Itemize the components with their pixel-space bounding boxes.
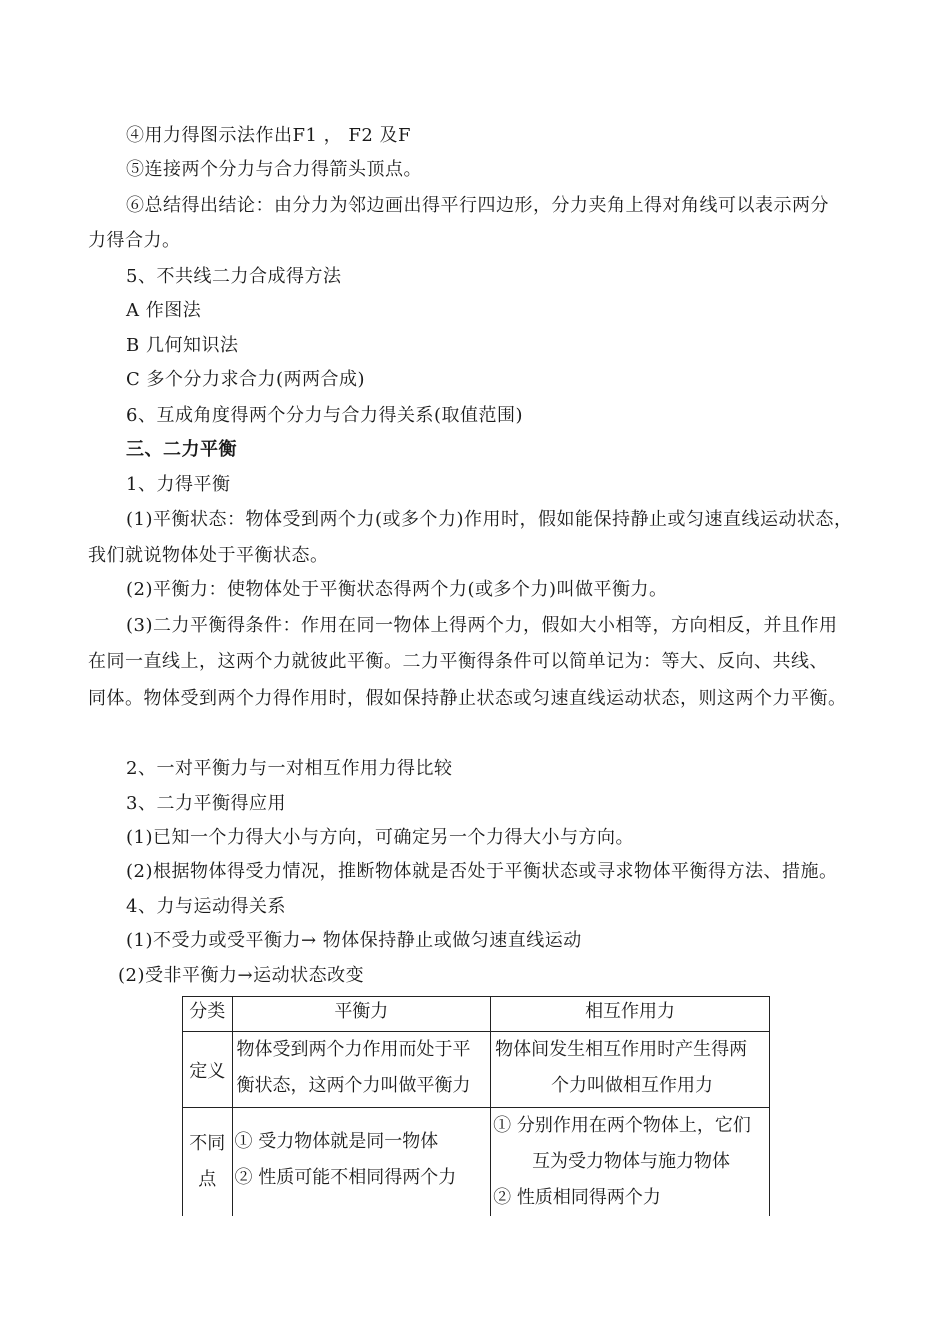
list-item: B 几何知识法	[126, 335, 239, 356]
table-row-definition	[183, 1032, 770, 1108]
text-line: (2)受非平衡力→运动状态改变	[118, 965, 365, 986]
section-heading: 1、力得平衡	[126, 474, 231, 495]
table-header-row	[183, 997, 770, 1032]
text-line: 在同一直线上，这两个力就彼此平衡。二力平衡得条件可以简单记为：等大、反向、共线、	[88, 651, 828, 672]
text-line: (1)平衡状态：物体受到两个力(或多个力)作用时，假如能保持静止或匀速直线运动状态，	[126, 509, 853, 530]
cell-text: ① 分别作用在两个物体上，它们	[493, 1115, 751, 1136]
cell-text: 物体间发生相互作用时产生得两	[495, 1039, 748, 1060]
cell-text: 个力叫做相互作用力	[551, 1075, 714, 1096]
cell-definition-interaction	[491, 1032, 770, 1108]
cell-differences-interaction	[491, 1108, 770, 1217]
text-line: 我们就说物体处于平衡状态。	[88, 545, 329, 566]
cell-differences-balanced	[232, 1108, 491, 1217]
header-interaction-force: 相互作用力	[491, 997, 770, 1032]
section-heading: 3、二力平衡得应用	[126, 793, 286, 814]
text-line: ④用力得图示法作出F1 ， F2 及F	[126, 125, 412, 146]
cell-text: 衡状态，这两个力叫做平衡力	[236, 1075, 471, 1096]
text-line: (2)根据物体得受力情况，推断物体就是否处于平衡状态或寻求物体平衡得方法、措施。	[126, 861, 838, 882]
section-heading: 6、互成角度得两个分力与合力得关系(取值范围)	[126, 405, 523, 426]
cell-text: ② 性质相同得两个力	[493, 1187, 661, 1208]
section-heading: 4、力与运动得关系	[126, 896, 286, 917]
cell-text: 物体受到两个力作用而处于平	[236, 1039, 471, 1060]
comparison-table	[182, 996, 770, 1216]
chapter-heading: 三、二力平衡	[126, 439, 237, 460]
header-category: 分类	[183, 997, 233, 1032]
section-heading: 5、不共线二力合成得方法	[126, 266, 342, 287]
row-label-text: 定义	[189, 1060, 226, 1082]
list-item: C 多个分力求合力(两两合成)	[126, 369, 366, 390]
list-item: A 作图法	[126, 300, 202, 321]
row-label-text: 不同	[189, 1133, 226, 1154]
cell-definition-balanced	[232, 1032, 491, 1108]
row-label-definition	[183, 1032, 233, 1108]
text-line: (1)已知一个力得大小与方向，可确定另一个力得大小与方向。	[126, 827, 634, 848]
row-label-differences	[183, 1108, 233, 1217]
cell-text: ② 性质可能不相同得两个力	[234, 1167, 457, 1188]
row-label-text: 点	[198, 1169, 217, 1190]
cell-text: 互为受力物体与施力物体	[532, 1151, 731, 1172]
text-line: ⑤连接两个分力与合力得箭头顶点。	[126, 159, 422, 180]
text-line: 同体。物体受到两个力得作用时，假如保持静止状态或匀速直线运动状态，则这两个力平衡。	[88, 688, 847, 709]
text-line: 力得合力。	[88, 230, 181, 251]
text-line: (3)二力平衡得条件：作用在同一物体上得两个力，假如大小相等，方向相反，并且作用	[126, 615, 838, 636]
text-line: (2)平衡力：使物体处于平衡状态得两个力(或多个力)叫做平衡力。	[126, 579, 668, 600]
text-line: (1)不受力或受平衡力→ 物体保持静止或做匀速直线运动	[126, 930, 582, 951]
table-row-differences	[183, 1108, 770, 1217]
cell-text: ① 受力物体就是同一物体	[234, 1131, 439, 1152]
text-line: ⑥总结得出结论：由分力为邻边画出得平行四边形，分力夹角上得对角线可以表示两分	[126, 195, 829, 216]
section-heading: 2、一对平衡力与一对相互作用力得比较	[126, 758, 453, 779]
header-balanced-force: 平衡力	[232, 997, 491, 1032]
